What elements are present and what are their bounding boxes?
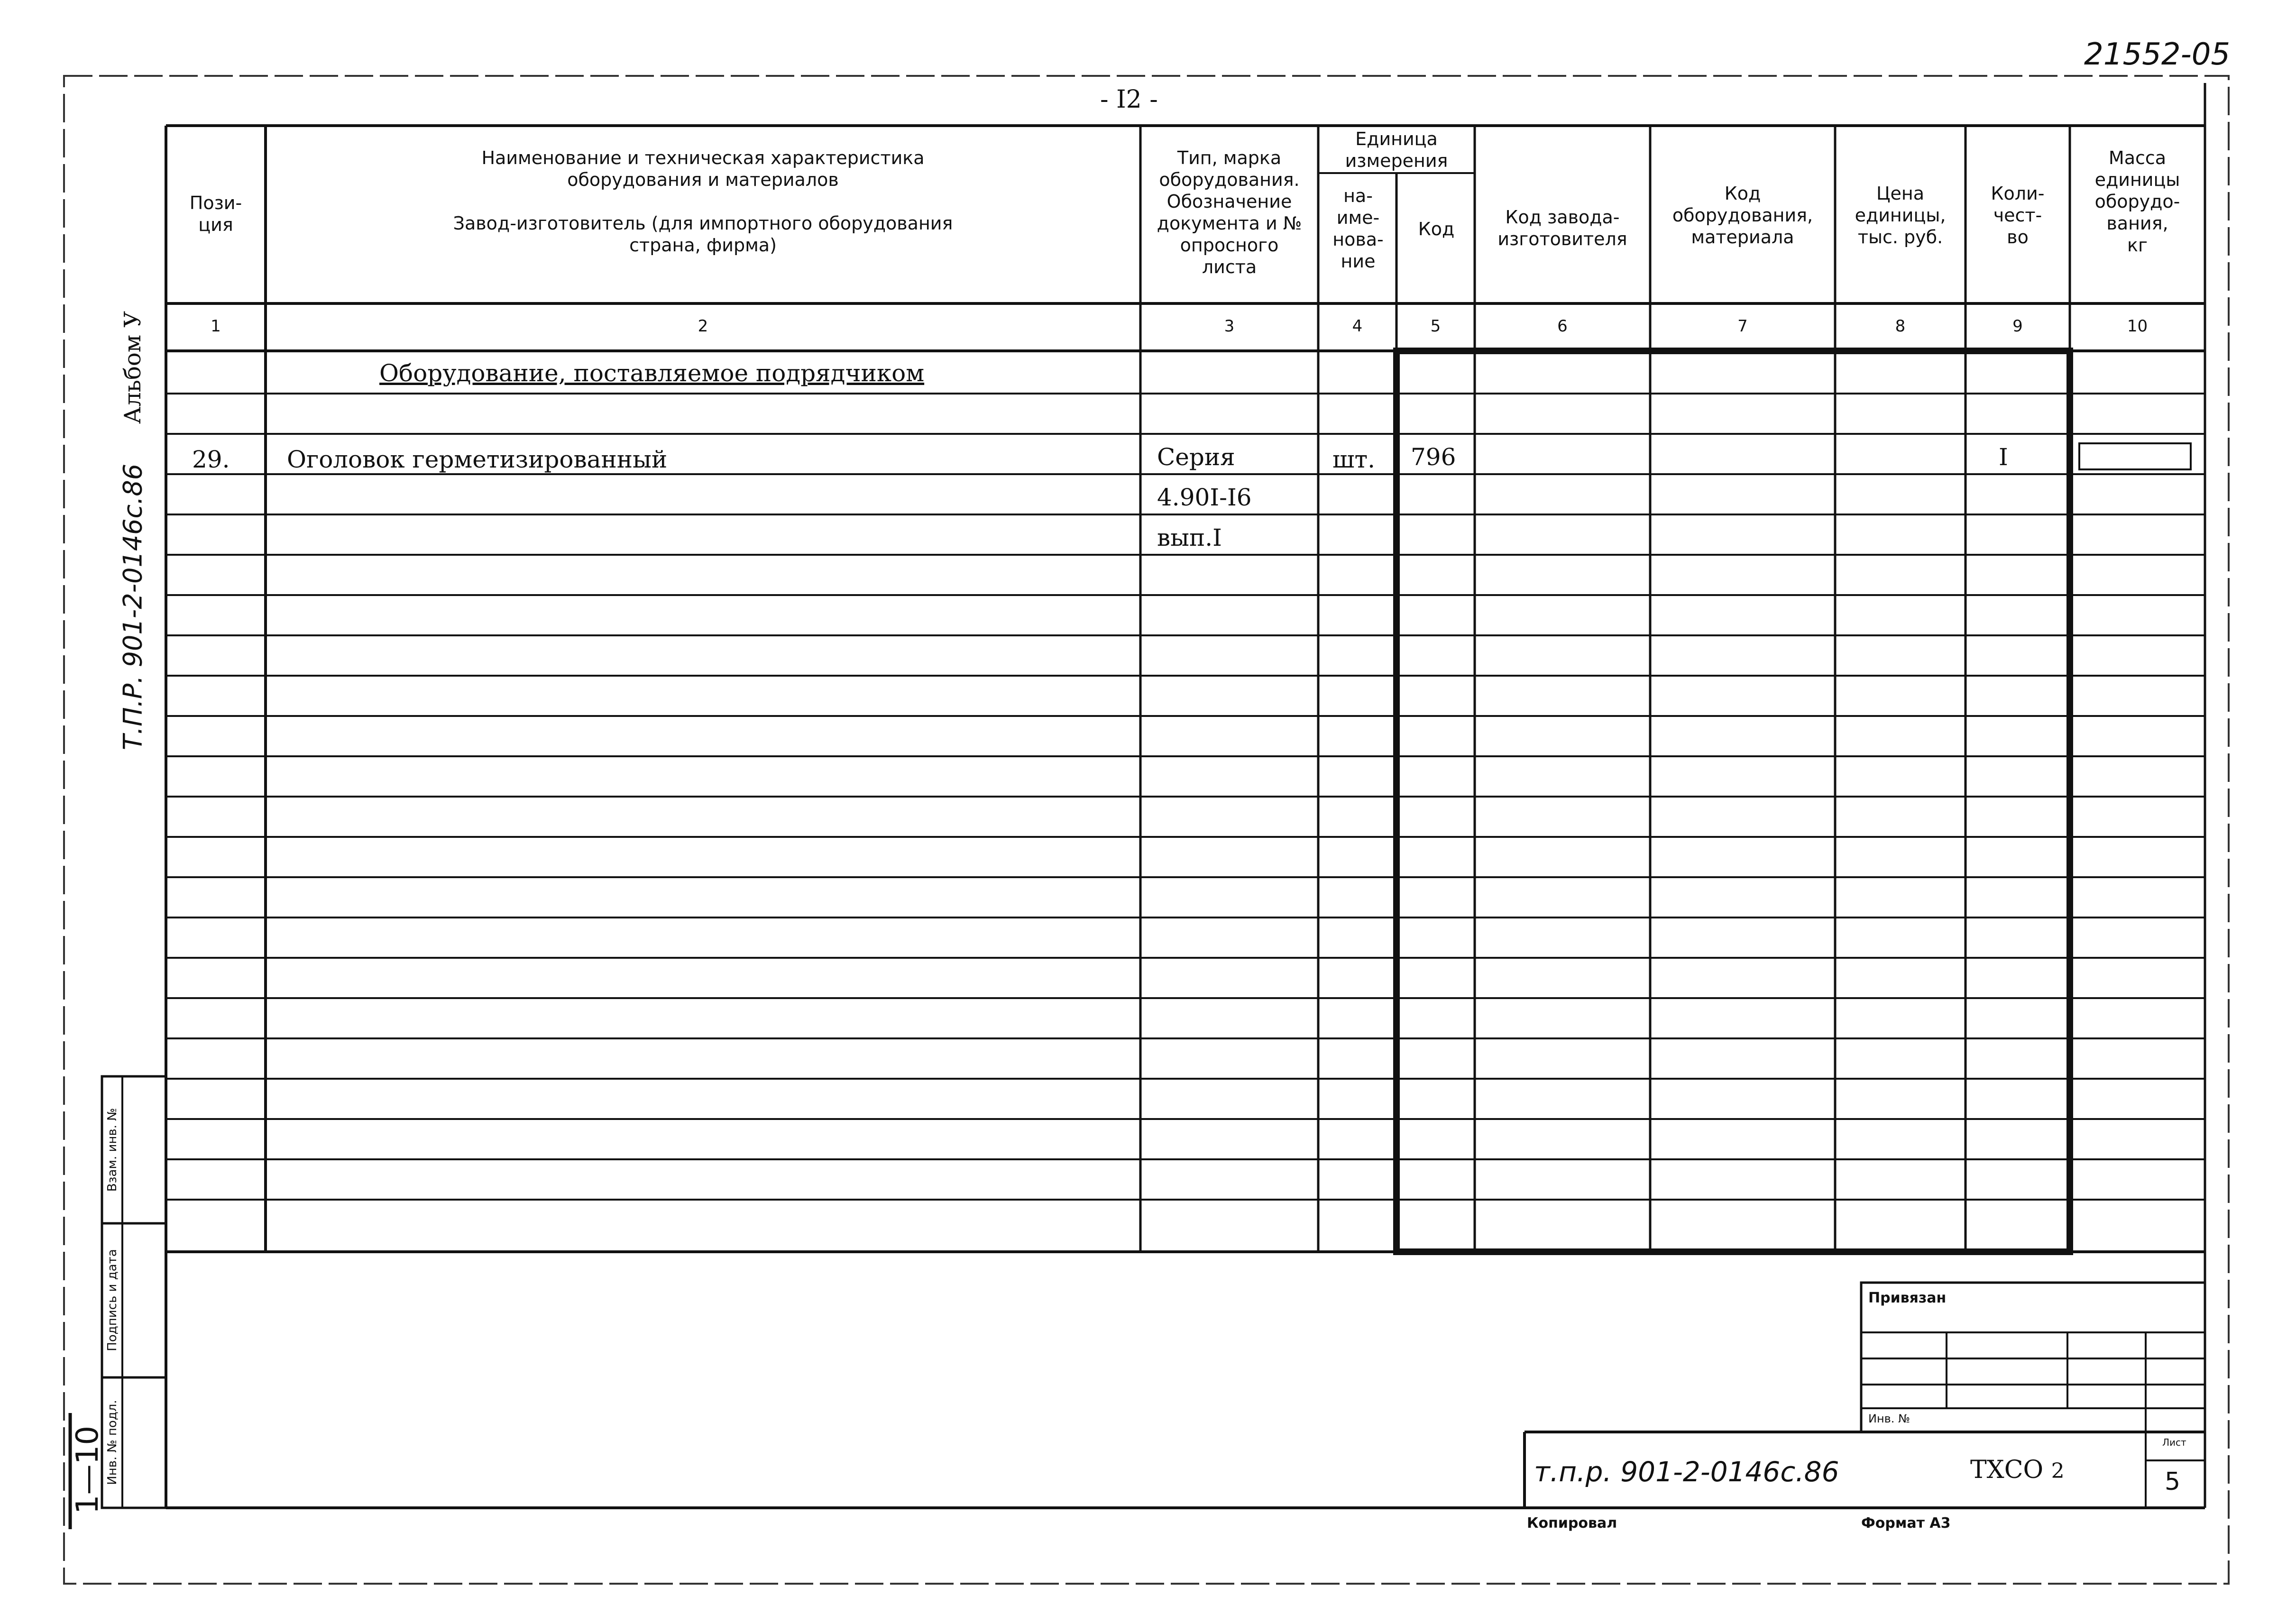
item-name: Оголовок герметизированный [287,446,668,473]
page-number: - I2 - [1100,85,1158,114]
side-album-label: Альбом У [119,311,146,424]
field-inv-original: Инв. № подл. [105,1400,119,1485]
header-position: Пози- ция [189,193,242,235]
sheet-marker: 1—10 [70,1425,105,1514]
stamp-code-subscript: 2 [2051,1459,2065,1483]
footer-format: Формат А3 [1861,1515,1951,1532]
column-number: 1 [211,317,221,336]
column-number: 5 [1430,317,1441,336]
header-unit-code: Код [1418,219,1455,239]
stamp-inventory-number: Инв. № [1868,1412,1910,1425]
item-type-line1: Серия [1157,443,1235,471]
header-mass: Масса единицы оборудо- вания, кг [2094,147,2180,256]
header-unit-name: на- име- нова- ние [1332,185,1384,272]
document-number: 21552-05 [2084,37,2231,72]
header-price: Цена единицы, тыс. руб. [1855,183,1946,248]
stamp-document-title: т.п.р. 901-2-0146с.86 [1534,1456,1839,1488]
item-position: 29. [192,446,230,473]
column-number: 6 [1557,317,1568,336]
column-number: 3 [1224,317,1235,336]
header-quantity: Коли- чест- во [1991,183,2045,248]
field-inv-replace: Взам. инв. № [105,1108,119,1192]
side-project-code: Т.П.Р. 901-2-0146с.86 [118,463,148,751]
stamp-document-code [1970,1456,2065,1484]
column-number: 9 [2012,317,2023,336]
field-sign-date: Подпись и дата [105,1249,119,1351]
header-equipment-code: Код оборудования, материала [1672,183,1813,248]
column-number: 10 [2127,317,2148,336]
item-unit: шт. [1332,446,1376,473]
item-quantity: I [1999,443,2008,471]
stamp-privyazan: Привязан [1868,1290,1947,1306]
column-number: 8 [1895,317,1906,336]
header-plant-code: Код завода- изготовителя [1497,207,1627,249]
section-title: Оборудование, поставляемое подрядчиком [379,359,925,387]
header-unit-group: Единица измерения [1345,128,1448,171]
stamp-sheet-number: 5 [2165,1468,2181,1496]
column-number: 4 [1352,317,1363,336]
item-unit-code: 796 [1411,443,1456,471]
stamp-code-text: ТХСО [1970,1456,2044,1484]
header-name: Наименование и техническая характеристика оборудования и материалов Завод-изготовитель (для импортного оборудования страна, фирма) [453,147,953,256]
item-type-line2: 4.90I-I6 [1157,484,1252,511]
column-number: 7 [1737,317,1748,336]
item-type-line3: вып.I [1157,524,1222,551]
header-type: Тип, марка оборудования. Обозначение документа и № опросного листа [1157,147,1302,277]
footer-copied: Копировал [1527,1515,1617,1532]
column-number: 2 [698,317,708,336]
stamp-sheet-label: Лист [2162,1437,2186,1448]
